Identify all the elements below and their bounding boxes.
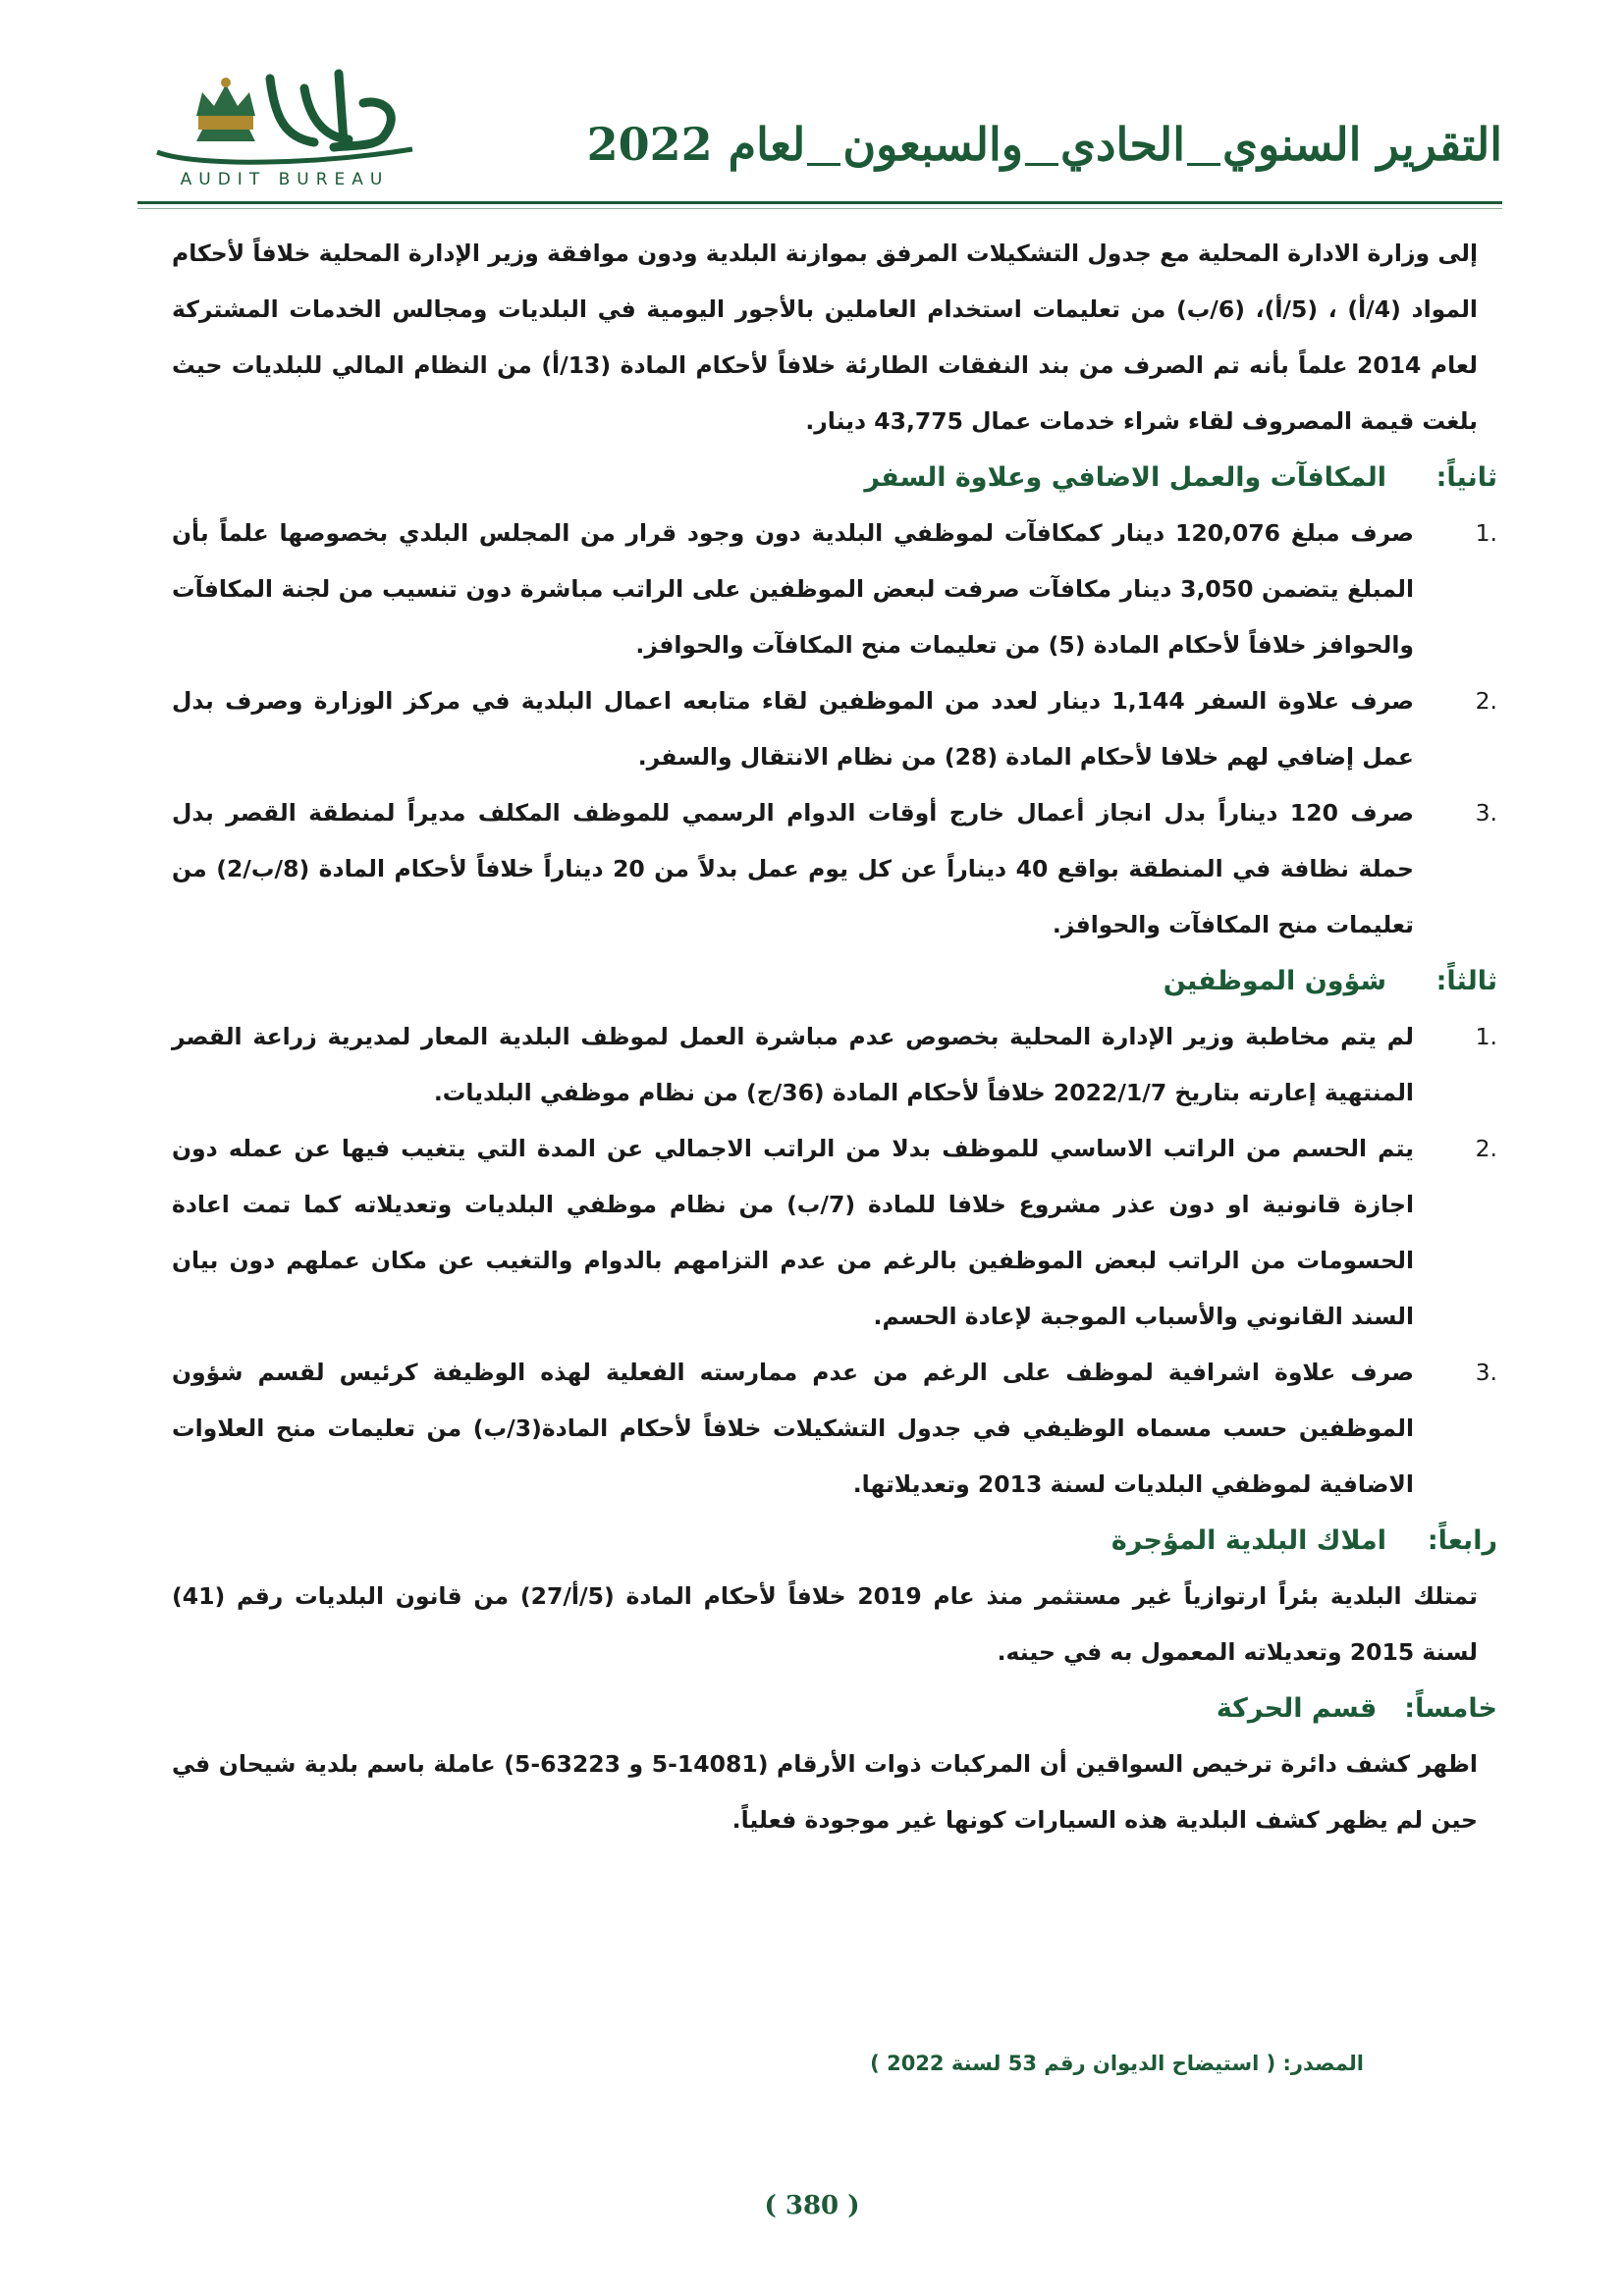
item-text: يتم الحسم من الراتب الاساسي للموظف بدلا من الراتب الاجمالي عن المدة التي يتغيب فيها عن عمله دون اجازة قانونية او دون عذر مشروع خلافا للمادة (7/ب) من نظام موظفي البلديات وتعديلاته كما تمت اعادة الحسومات من الراتب لبعض الموظفين بالرغم من عدم التزامهم بالدوام والتغيب عن مكان عملهم دون بيان السند القانوني والأسباب الموجبة لإعادة الحسم. [172, 1135, 1414, 1330]
section-3-ordinal: ثالثاً: [1435, 966, 1497, 996]
title-part-2: الحادي [1059, 118, 1185, 171]
item-number: 2. [1475, 1135, 1497, 1162]
title-part-4: لعام 2022 [586, 118, 806, 171]
item-text: صرف 120 ديناراً بدل انجاز أعمال خارج أوقات الدوام الرسمي للموظف المكلف مديراً لمنطقة القصر بدل حملة نظافة في المنطقة بواقع 40 ديناراً عن كل يوم عمل بدلاً من 20 ديناراً خلافاً لأحكام المادة (8/ب/2) من تعليمات منح المكافآت والحوافز. [172, 799, 1414, 938]
section-4-paragraph: تمتلك البلدية بئراً ارتوازياً غير مستثمر منذ عام 2019 خلافاً لأحكام المادة (5/أ/27) من قانون البلديات رقم (41) لسنة 2015 وتعديلاته المعمول به في حينه. [172, 1582, 1478, 1666]
title-part-3: والسبعون [842, 118, 1023, 171]
list-item [172, 1009, 1497, 1121]
section-5-ordinal: خامساً: [1404, 1693, 1497, 1724]
source-note: المصدر: ( استيضاح الديوان رقم 53 لسنة 2022 ) [870, 2052, 1364, 2075]
section-2-title: المكافآت والعمل الاضافي وعلاوة السفر [864, 462, 1386, 493]
list-item [172, 506, 1497, 673]
item-number: 2. [1475, 687, 1497, 715]
audit-bureau-logo [137, 59, 432, 196]
section-4-ordinal: رابعاً: [1427, 1525, 1497, 1556]
list-item [172, 1345, 1497, 1513]
section-4-title: املاك البلدية المؤجرة [1110, 1525, 1386, 1556]
list-item [172, 673, 1497, 785]
item-text: صرف علاوة اشرافية لموظف على الرغم من عدم ممارسته الفعلية لهذه الوظيفة كرئيس لقسم شؤون الموظفين حسب مسماه الوظيفي في جدول التشكيلات خلافاً لأحكام المادة(3/ب) من تعليمات منح العلاوات الاضافية لموظفي البلديات لسنة 2013 وتعديلاتها. [172, 1359, 1414, 1498]
page-number: ( 380 ) [764, 2191, 860, 2220]
item-number: 1. [1475, 1023, 1497, 1050]
list-item [172, 785, 1497, 953]
section-5-title: قسم الحركة [1216, 1693, 1378, 1724]
list-item [172, 1121, 1497, 1345]
item-text: صرف علاوة السفر 1,144 دينار لعدد من الموظفين لقاء متابعه اعمال البلدية في مركز الوزارة وصرف بدل عمل إضافي لهم خلافا لأحكام المادة (28) من نظام الانتقال والسفر. [172, 687, 1414, 771]
page-body [172, 226, 1497, 1848]
section-5-heading [172, 1681, 1497, 1736]
crown-icon [196, 78, 255, 141]
item-text: لم يتم مخاطبة وزير الإدارة المحلية بخصوص عدم مباشرة العمل لموظف البلدية المعار لمديرية زراعة القصر المنتهية إعارته بتاريخ 2022/1/7 خلافاً لأحكام المادة (36/ج) من نظام موظفي البلديات. [172, 1023, 1414, 1106]
intro-paragraph: إلى وزارة الادارة المحلية مع جدول التشكيلات المرفق بموازنة البلدية ودون موافقة وزير الإدارة المحلية خلافاً لأحكام المواد (4/أ) ، (5/أ)، (6/ب) من تعليمات استخدام العاملين بالأجور اليومية في البلديات ومجالس الخدمات المشتركة لعام 2014 علماً بأنه تم الصرف من بند النفقات الطارئة خلافاً لأحكام المادة (13/أ) من النظام المالي للبلديات حيث بلغت قيمة المصروف لقاء شراء خدمات عمال 43,775 دينار. [172, 240, 1479, 435]
section-3-title: شؤون الموظفين [1163, 966, 1386, 996]
section-4-heading [172, 1513, 1497, 1569]
item-number: 3. [1475, 799, 1497, 827]
report-title [587, 118, 1502, 171]
section-5-paragraph: اظهر كشف دائرة ترخيص السواقين أن المركبات ذوات الأرقام (14081-5 و 63223-5) عاملة باسم بلدية شيحان في حين لم يظهر كشف البلدية هذه السيارات كونها غير موجودة فعلياً. [172, 1750, 1478, 1834]
item-number: 3. [1475, 1359, 1497, 1386]
item-number: 1. [1475, 519, 1497, 547]
section-3-heading [172, 953, 1497, 1009]
section-2-ordinal: ثانياً: [1435, 462, 1497, 493]
section-2-heading [172, 450, 1497, 506]
item-text: صرف مبلغ 120,076 دينار كمكافآت لموظفي البلدية دون وجود قرار من المجلس البلدي بخصوصها علماً بأن المبلغ يتضمن 3,050 دينار مكافآت صرفت لبعض الموظفين على الراتب مباشرة دون تنسيب من لجنة المكافآت والحوافز خلافاً لأحكام المادة (5) من تعليمات منح المكافآت والحوافز. [172, 519, 1415, 659]
header-rule [137, 201, 1502, 204]
page-header [137, 59, 1502, 206]
title-part-1: التقرير السنوي [1221, 118, 1502, 171]
logo-text-en: AUDIT BUREAU [180, 170, 390, 189]
